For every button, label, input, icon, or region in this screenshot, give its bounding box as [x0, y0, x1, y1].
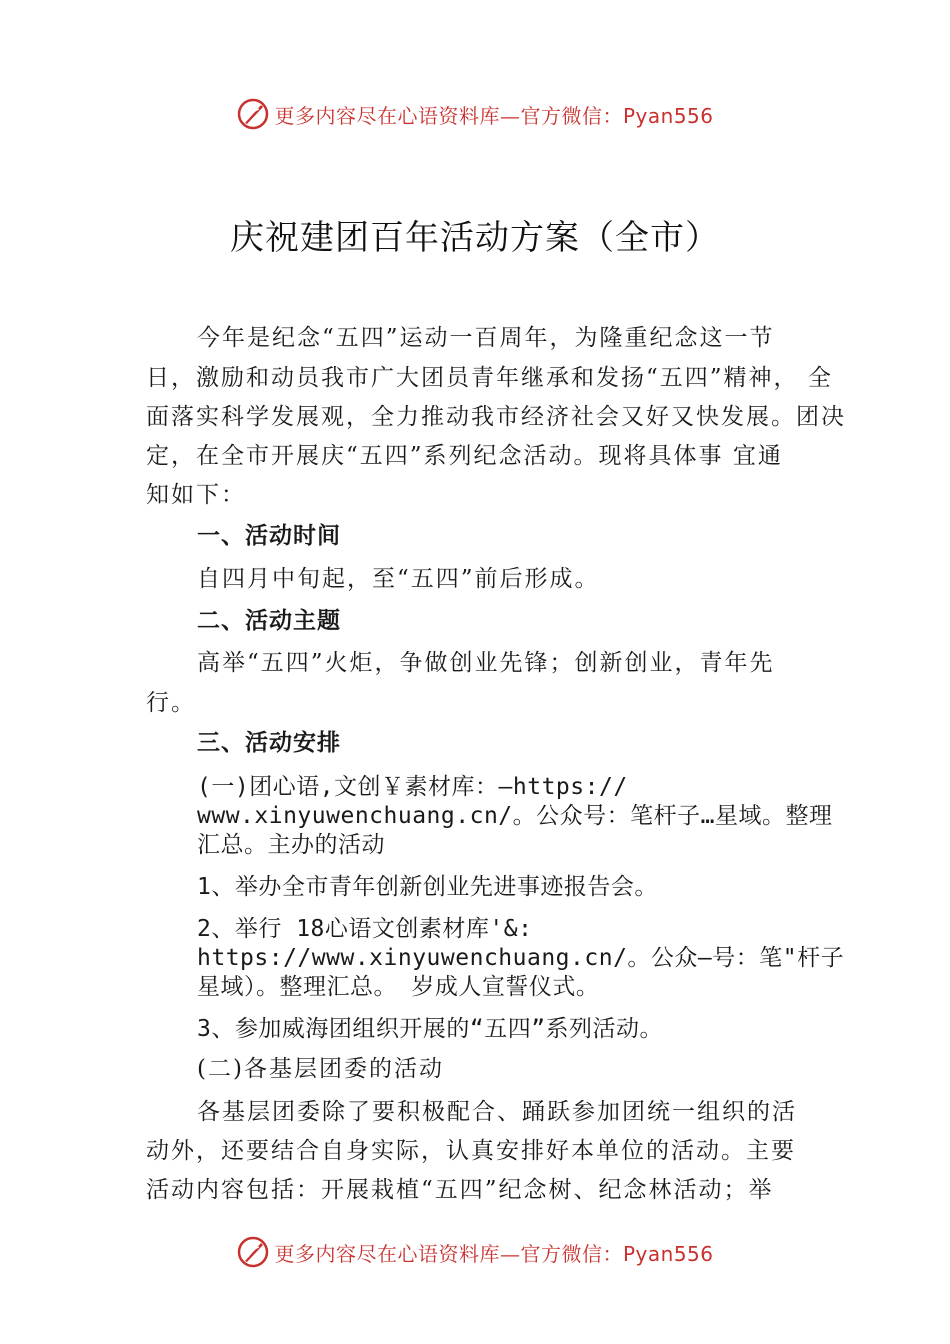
section-text-theme-1: 高举“五四”火炬，争做创业先锋；创新创业，青年先 [197, 650, 775, 676]
document-title: 庆祝建团百年活动方案（全市） [230, 218, 720, 258]
item-3: 3、参加威海团组织开展的“五四”系列活动。 [197, 1016, 664, 1042]
watermark-text: 更多内容尽在心语资料库—官方微信：Pyan556 [274, 1241, 714, 1266]
subsection-2-line-1: 各基层团委除了要积极配合、踊跃参加团统一组织的活 [197, 1099, 797, 1125]
footer-watermark [0, 1232, 950, 1272]
intro-line-1: 今年是纪念“五四”运动一百周年，为隆重纪念这一节 [197, 325, 775, 351]
intro-line-2: 日，激励和动员我市广大团员青年继承和发扬“五四”精神， 全 [146, 365, 833, 391]
item-2-line-1: 2、举行 18心语文创素材库'&: [197, 916, 533, 942]
subsection-1-line-2: www.xinyuwenchuang.cn/。公众号：笔杆子…星域。整理 [197, 803, 833, 829]
intro-line-4: 定，在全市开展庆“五四”系列纪念活动。现将具体事 宜通 [146, 443, 783, 469]
quill-logo-icon [236, 1235, 270, 1269]
watermark-text: 更多内容尽在心语资料库—官方微信：Pyan556 [274, 103, 714, 128]
subsection-1-line-1: (一)团心语,文创￥素材库：—https:// [197, 774, 628, 800]
section-heading-time: 一、活动时间 [197, 523, 341, 549]
item-1: 1、举办全市青年创新创业先进事迹报告会。 [197, 874, 658, 900]
section-text-time: 自四月中旬起，至“五四”前后形成。 [197, 566, 600, 592]
subsection-2-line-3: 活动内容包括：开展栽植“五四”纪念树、纪念林活动；举 [146, 1177, 774, 1203]
subsection-2-line-2: 动外，还要结合自身实际，认真安排好本单位的活动。主要 [146, 1138, 796, 1164]
intro-line-3: 面落实科学发展观，全力推动我市经济社会又好又快发展。团决 [146, 404, 846, 430]
subsection-2-heading: (二)各基层团委的活动 [197, 1056, 444, 1082]
section-heading-theme: 二、活动主题 [197, 608, 341, 634]
item-2-line-3: 星域）。整理汇总。 岁成人宣誓仪式。 [197, 974, 600, 1000]
header-watermark [0, 94, 950, 134]
intro-line-5: 知如下： [146, 482, 246, 508]
quill-logo-icon [236, 97, 270, 131]
section-text-theme-2: 行。 [146, 690, 196, 716]
subsection-1-line-3: 汇总。主办的活动 [197, 832, 385, 858]
section-heading-arrangement: 三、活动安排 [197, 730, 341, 756]
item-2-line-2: https://www.xinyuwenchuang.cn/。公众—号：笔"杆子 [197, 945, 845, 971]
